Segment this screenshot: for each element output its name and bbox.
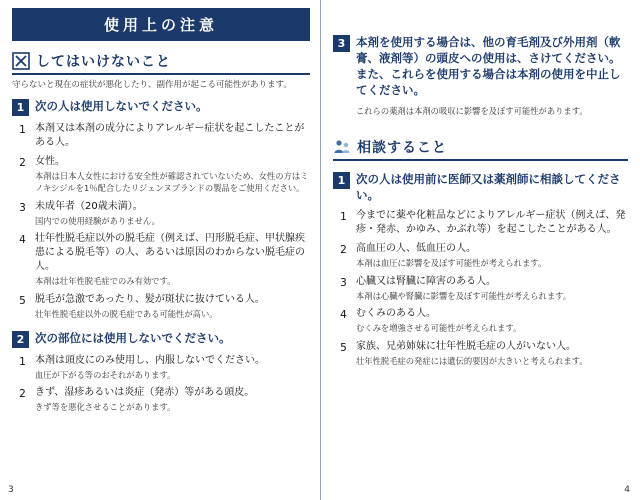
section-note: 守らないと現在の症状が悪化したり、副作用が起こる可能性があります。 xyxy=(12,80,292,90)
right-page xyxy=(320,0,640,500)
prohibition-x-icon xyxy=(12,52,30,70)
item-number: 5 xyxy=(340,342,347,354)
section-header-consult xyxy=(333,137,628,161)
list-item xyxy=(333,340,628,368)
item-number: 3 xyxy=(340,276,347,289)
block-number: 3 xyxy=(333,35,350,52)
item-number: 1 xyxy=(340,211,347,224)
item-text: 本剤又は本剤の成分によりアレルギー症状を起こしたことがある人。 xyxy=(35,123,305,149)
section-title: 相談すること xyxy=(357,139,447,156)
block-heading: 次の部位には使用しないでください。 xyxy=(35,330,231,345)
item-subtext: 本剤は心臓や腎臓に影響を及ぼす可能性が考えられます。 xyxy=(356,290,572,301)
block-number: 2 xyxy=(12,331,29,348)
item-subtext: これらの薬剤は本剤の吸収に影響を及ぼす可能性があります。 xyxy=(356,106,588,117)
item-subtext: 本剤は血圧に影響を及ぼす可能性が考えられます。 xyxy=(356,258,547,269)
item-number: 4 xyxy=(19,234,26,247)
item-text: 脱毛が急激であったり、髪が斑状に抜けている人。 xyxy=(35,293,265,305)
item-subtext: 本剤は壮年性脱毛症でのみ有効です。 xyxy=(35,276,176,287)
item-subtext: きず等を悪化させることがあります。 xyxy=(35,402,176,413)
block-number: 1 xyxy=(12,99,29,116)
page-number-left: 3 xyxy=(8,485,14,495)
item-text: 今までに薬や化粧品などによりアレルギー症状（例えば、発疹・発赤、かゆみ、かぶれ等）を起こしたことがある人。 xyxy=(356,210,626,236)
item-subtext: 壮年性脱毛症の発症には遺伝的要因が大きいと考えられます。 xyxy=(356,356,588,366)
section-title: してはいけないこと xyxy=(36,54,171,70)
list-item xyxy=(12,354,310,382)
item-number-spacer xyxy=(337,104,350,105)
item-subtext: 本剤は日本人女性における安全性が確認されていないため、女性の方はミノキシジルを1％配合したリジェンヌブランドの製品をご使用ください。 xyxy=(35,171,309,194)
numbered-block xyxy=(333,171,628,203)
block-heading: 本剤を使用する場合は、他の育毛剤及び外用剤（軟膏、液剤等）の頭皮への使用は、さけてください。また、これらを使用する場合は本剤の使用を中止してください。 xyxy=(356,35,621,98)
item-text: 本剤は頭皮にのみ使用し、内服しないでください。 xyxy=(35,354,265,366)
block-number: 1 xyxy=(333,172,350,189)
list-item xyxy=(12,200,310,228)
item-number: 2 xyxy=(19,388,26,401)
item-text: 壮年性脱毛症以外の脱毛症（例えば、円形脱毛症、甲状腺疾患による脱毛等）の人、あるいは原因のわからない脱毛症の人。 xyxy=(35,233,305,273)
list-item xyxy=(333,307,628,335)
block-note xyxy=(333,104,628,118)
item-number: 1 xyxy=(19,355,26,368)
list-item xyxy=(333,209,628,237)
item-subtext: 血圧が下がる等のおそれがあります。 xyxy=(35,369,176,380)
page-number-right: 4 xyxy=(624,485,630,495)
item-text: 心臓又は腎臓に障害のある人。 xyxy=(356,275,496,287)
list-item xyxy=(12,293,310,321)
item-text: 女性。 xyxy=(35,156,65,168)
list-item xyxy=(12,122,310,150)
item-number: 3 xyxy=(19,201,26,214)
item-text: むくみのある人。 xyxy=(356,308,436,320)
item-text: 家族、兄弟姉妹に壮年性脱毛症の人がいない人。 xyxy=(356,341,576,352)
item-number: 2 xyxy=(19,157,26,170)
item-number: 5 xyxy=(19,294,26,307)
item-subtext: 国内での使用経験がありません。 xyxy=(35,215,160,226)
item-text: 未成年者（20歳未満）。 xyxy=(35,200,143,212)
item-text: きず、湿疹あるいは炎症（発赤）等がある頭皮。 xyxy=(35,387,255,399)
numbered-block xyxy=(12,98,310,116)
list-item xyxy=(333,242,628,270)
item-number: 1 xyxy=(19,124,26,137)
block-heading: 次の人は使用しないでください。 xyxy=(35,99,208,114)
item-text: 高血圧の人、低血圧の人。 xyxy=(356,243,476,255)
list-item xyxy=(12,232,310,288)
section-header-do-not xyxy=(12,51,310,75)
consult-doctor-icon xyxy=(333,138,351,156)
numbered-block xyxy=(12,330,310,348)
item-subtext: 壮年性脱毛症以外の脱毛症である可能性が高い。 xyxy=(35,308,218,319)
list-item xyxy=(12,155,310,194)
item-number: 2 xyxy=(340,244,347,257)
block-heading: 次の人は使用前に医師又は薬剤師に相談してください。 xyxy=(356,171,621,203)
item-subtext: むくみを増強させる可能性が考えられます。 xyxy=(356,323,522,334)
page-title: 使用上の注意 xyxy=(12,8,310,41)
list-item xyxy=(333,275,628,303)
list-item xyxy=(12,386,310,414)
numbered-block xyxy=(333,34,628,98)
item-number: 4 xyxy=(340,309,347,322)
